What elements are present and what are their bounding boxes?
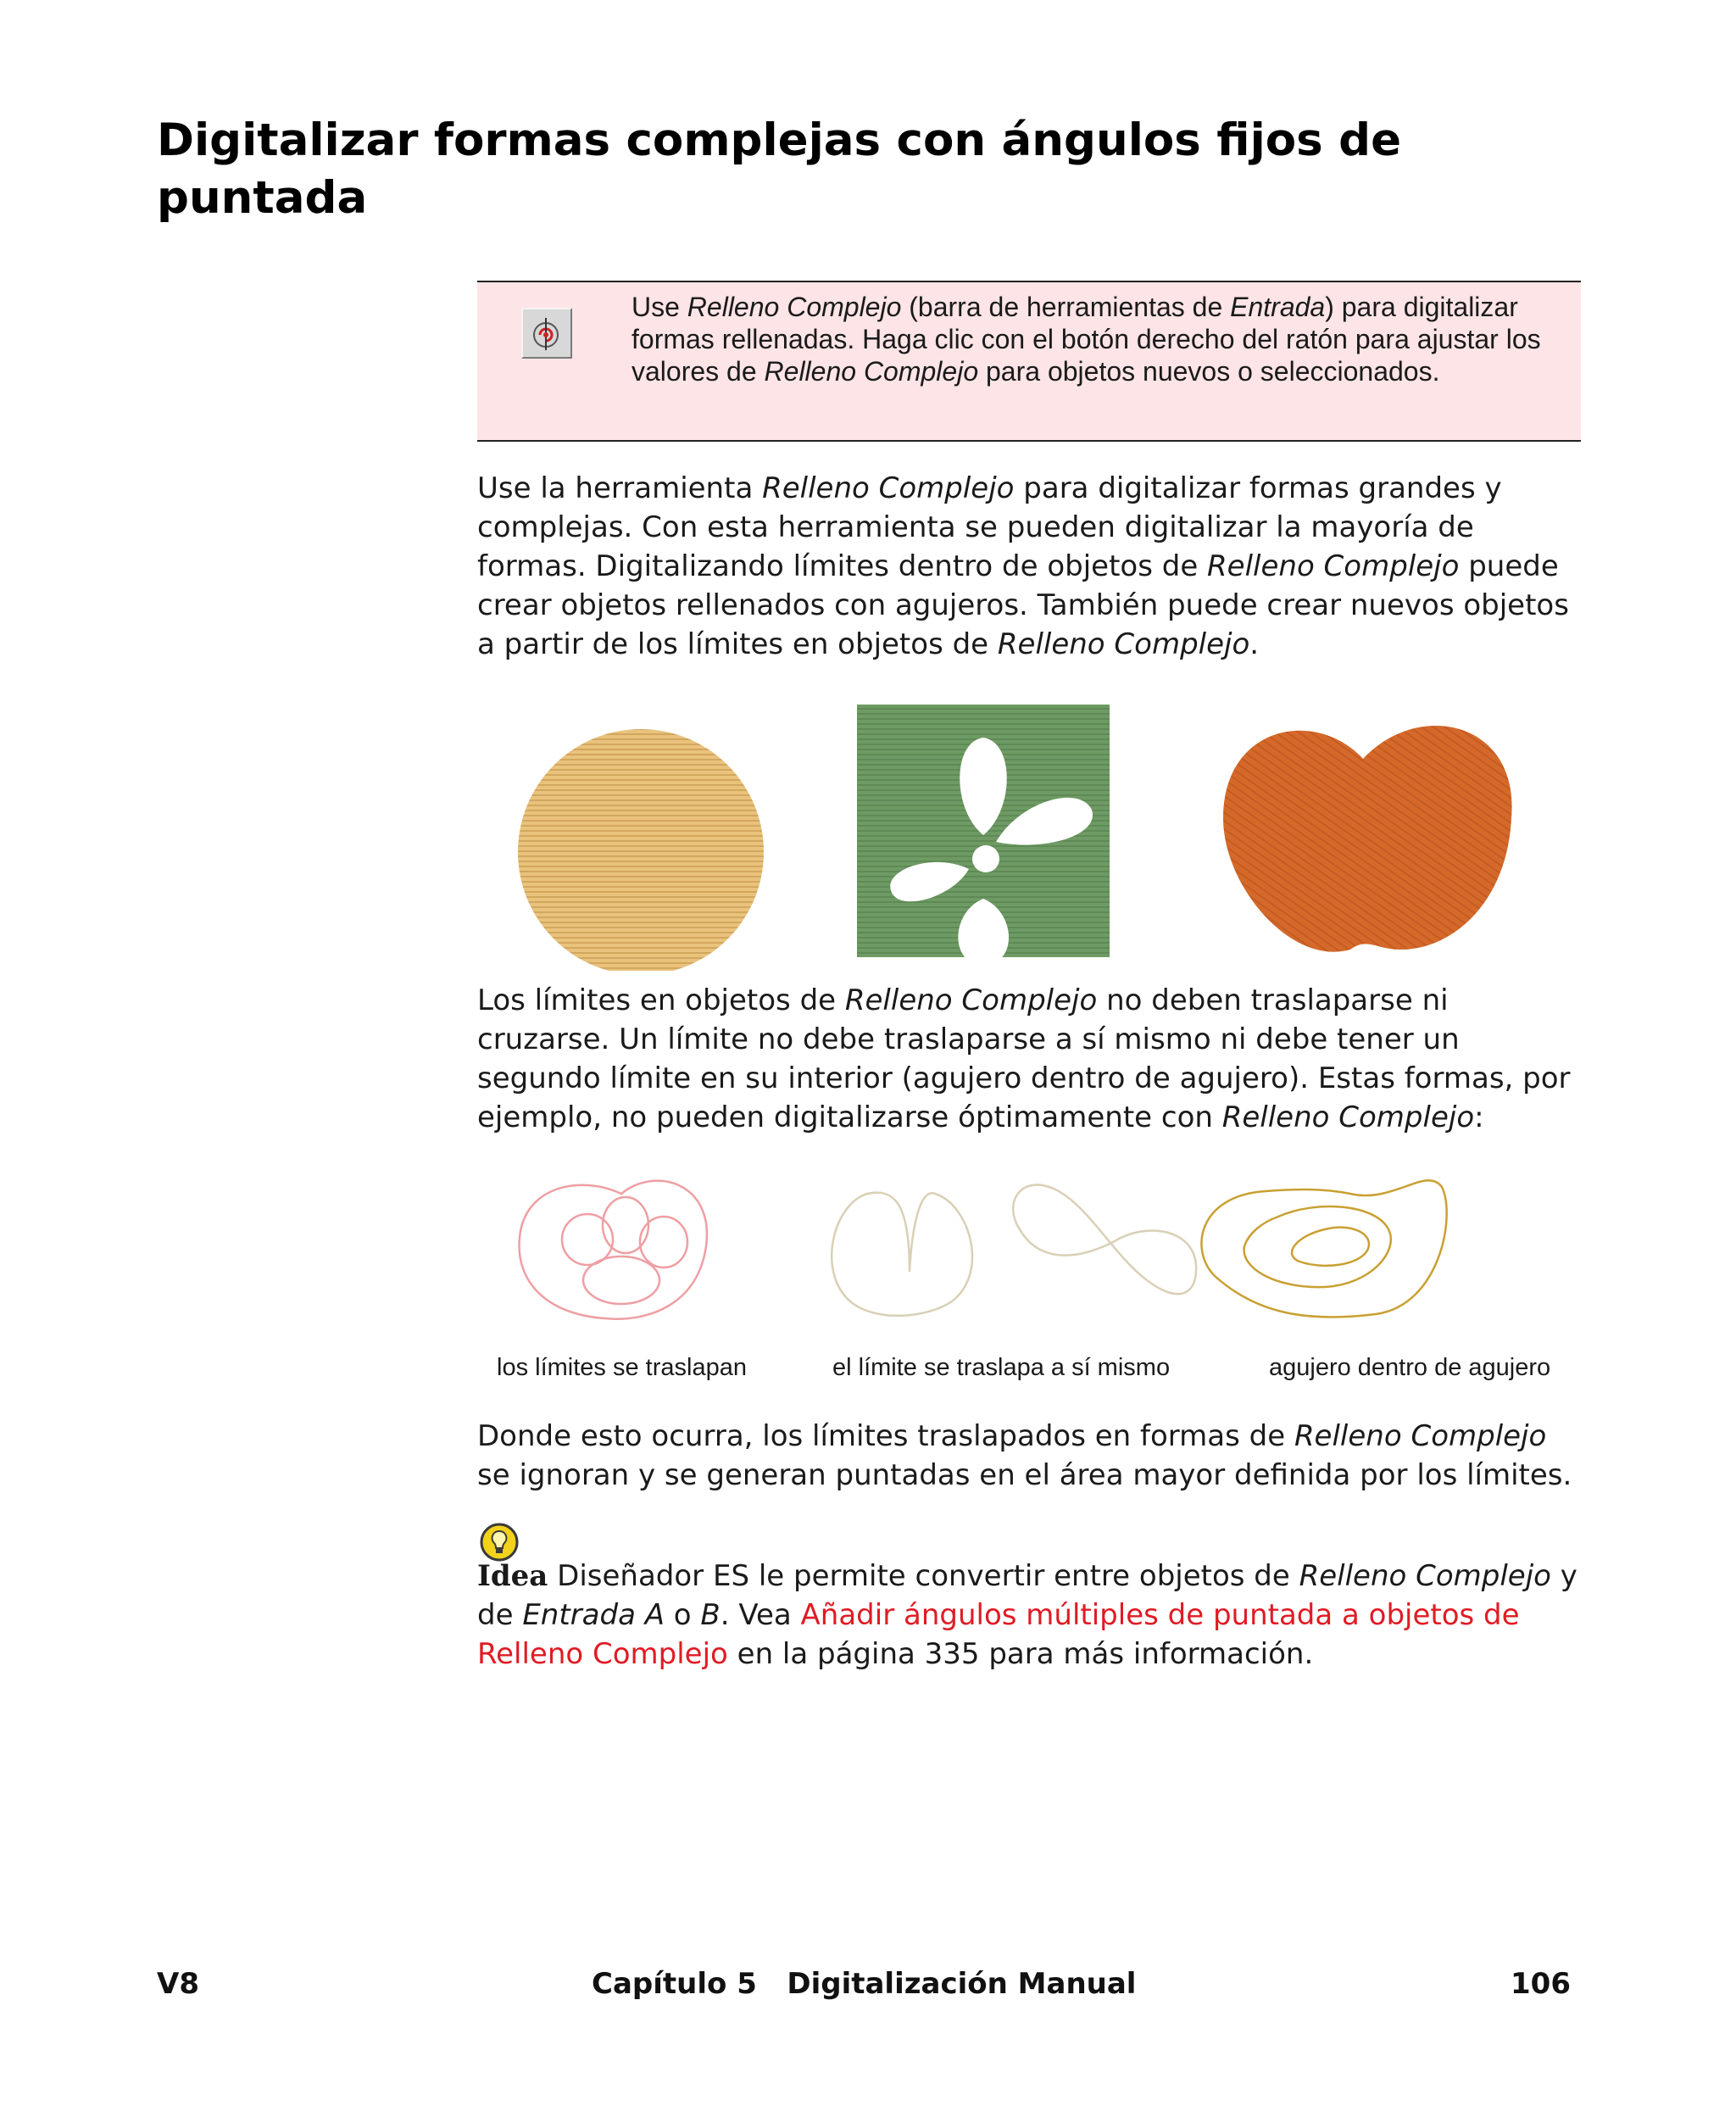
hole-within-hole-shape [1201, 1180, 1446, 1317]
overlapping-boundaries-shape [520, 1181, 707, 1319]
footer-page-number: 106 [1511, 1967, 1571, 2001]
caption-overlapping-boundaries: los límites se traslapan [497, 1354, 747, 1381]
filled-shapes-illustration [477, 691, 1588, 971]
self-overlapping-boundary-shape [832, 1185, 1196, 1316]
complex-fill-tool-button[interactable] [521, 308, 572, 359]
footer-version: V8 [157, 1967, 199, 2001]
page-title: Digitalizar formas complejas con ángulos fijos de puntada [157, 114, 1402, 224]
caption-hole-within-hole: agujero dentro de agujero [1269, 1354, 1551, 1381]
footer-chapter: Capítulo 5 Digitalización Manual [592, 1967, 1137, 2001]
idea-note: Idea Diseñador ES le permite convertir entre objetos de Relleno Complejo y de Entrada A o B. Vea Añadir ángulos múltiples de puntada a objetos de Relleno Complejo en la página 335 para más información. [477, 1559, 1577, 1671]
tool-tip-box [477, 281, 1581, 442]
square-with-holes-sample [857, 705, 1110, 967]
invalid-boundaries-illustration [477, 1170, 1588, 1331]
paragraph-intro: Use la herramienta Relleno Complejo para digitalizar formas grandes y complejas. Con esta herramienta se pueden digitalizar la mayoría de formas. Digitalizando límites dentro de objetos de Relleno Complejo puede crear objetos rellenados con agujeros. También puede crear nuevos objetos a partir de los límites en objetos de Relleno Complejo. [477, 471, 1569, 661]
caption-self-overlapping: el límite se traslapa a sí mismo [832, 1354, 1171, 1381]
cross-reference-link[interactable]: Añadir ángulos múltiples de puntada a objetos de Relleno Complejo [477, 1598, 1520, 1671]
complex-fill-tool-icon [523, 309, 570, 357]
paragraph-limits: Los límites en objetos de Relleno Complejo no deben traslaparse ni cruzarse. Un límite no debe traslaparse a sí mismo ni debe tener un segundo límite en su interior (agujero dentro de agujero). Estas formas, por ejemplo, no pueden digitalizarse óptimamente con Relleno Complejo: [477, 983, 1571, 1134]
paragraph-overlap-handling: Donde esto ocurra, los límites traslapados en formas de Relleno Complejo se ignoran y se generan puntadas en el área mayor definida por los límites. [477, 1419, 1572, 1492]
circle-fill-sample [518, 729, 764, 971]
tip-text: Use Relleno Complejo (barra de herramientas de Entrada) para digitalizar formas rellenadas. Haga clic con el botón derecho del ratón para ajustar los valores de Relleno Complejo para objetos nuevos o seleccionados. [632, 292, 1541, 387]
idea-label: Idea [477, 1559, 548, 1593]
apple-fill-sample [1223, 726, 1512, 952]
